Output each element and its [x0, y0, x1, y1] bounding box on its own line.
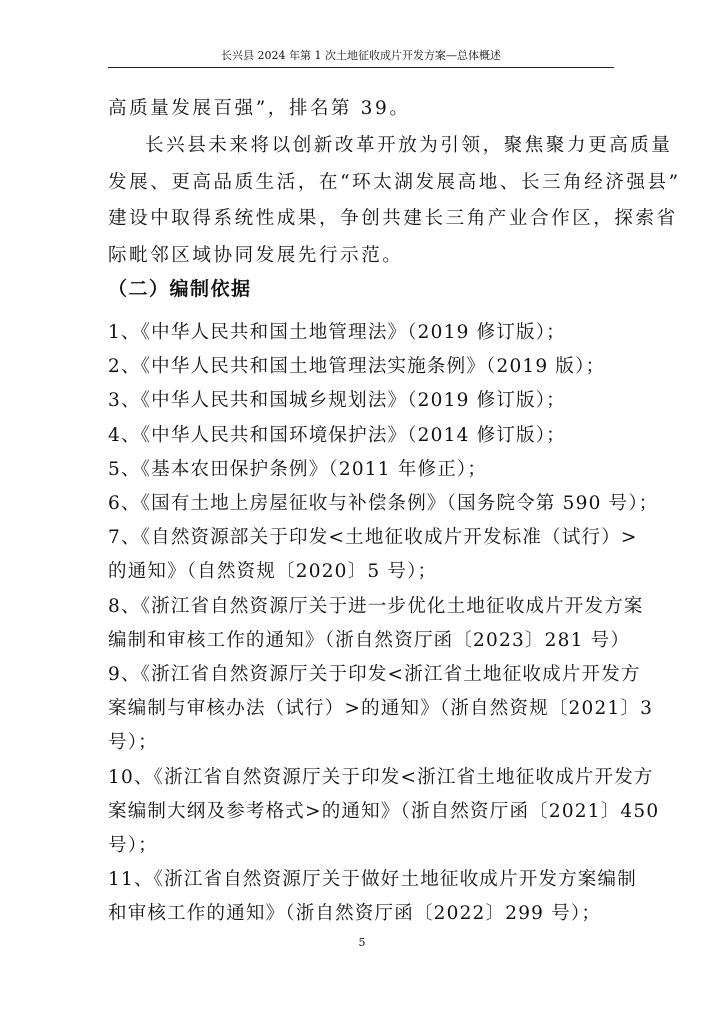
reference-item-2: 2、《中华人民共和国土地管理法实施条例》（2019 版）；: [108, 356, 606, 378]
reference-item-9-cont: 号）；: [108, 732, 158, 754]
header-title: 长兴县 2024 年第 1 次土地征收成片开发方案—总体概述: [221, 49, 501, 62]
vision-line: 建设中取得系统性成果，争创共建长三角产业合作区，探索省: [108, 208, 678, 229]
page-number: 5: [358, 936, 366, 949]
reference-item-8-cont: 编制和审核工作的通知》（浙自然资厅函〔2023〕281 号）: [108, 629, 631, 651]
reference-item-11-cont: 和审核工作的通知》（浙自然资厅函〔2022〕299 号）；: [108, 903, 602, 925]
reference-item-7: 7、《自然资源部关于印发<土地征收成片开发标准（试行）>: [108, 527, 638, 549]
vision-line: 发展、更高品质生活，在“环太湖发展高地、长三角经济强县”: [108, 171, 681, 193]
running-header: [108, 49, 614, 68]
reference-list: [108, 316, 660, 932]
vision-paragraph: [108, 128, 681, 274]
vision-line: 长兴县未来将以创新改革开放为引领，聚焦聚力更高质量: [145, 135, 673, 156]
reference-item-4: 4、《中华人民共和国环境保护法》（2014 修订版）；: [108, 424, 566, 446]
reference-item-7-cont: 的通知》（自然资规〔2020〕5 号）；: [108, 561, 438, 583]
intro-paragraph: [108, 91, 616, 128]
reference-item-3: 3、《中华人民共和国城乡规划法》（2019 修订版）；: [108, 390, 566, 412]
reference-item-9-cont: 案编制与审核办法（试行）>的通知》（浙自然资规〔2021〕3: [108, 698, 654, 720]
reference-item-10-cont: 案编制大纲及参考格式>的通知》（浙自然资厅函〔2021〕450: [108, 800, 660, 822]
reference-item-11: 11、《浙江省自然资源厅关于做好土地征收成片开发方案编制: [108, 869, 637, 891]
reference-item-6: 6、《国有土地上房屋征收与补偿条例》（国务院令第 590 号）；: [108, 493, 659, 515]
reference-item-5: 5、《基本农田保护条例》（2011 年修正）；: [108, 458, 488, 480]
reference-item-10: 10、《浙江省自然资源厅关于印发<浙江省土地征收成片开发方: [108, 766, 654, 788]
reference-item-8: 8、《浙江省自然资源厅关于进一步优化土地征收成片开发方案: [108, 595, 644, 617]
reference-item-10-cont: 号）；: [108, 835, 158, 857]
reference-item-1: 1、《中华人民共和国土地管理法》（2019 修订版）；: [108, 322, 566, 343]
intro-line: 高质量发展百强”，排名第 39。: [108, 98, 411, 119]
reference-item-9: 9、《浙江省自然资源厅关于印发<浙江省土地征收成片开发方: [108, 664, 641, 686]
section-heading: （二）编制依据: [108, 278, 252, 300]
vision-line: 际毗邻区域协同发展先行示范。: [108, 244, 404, 266]
